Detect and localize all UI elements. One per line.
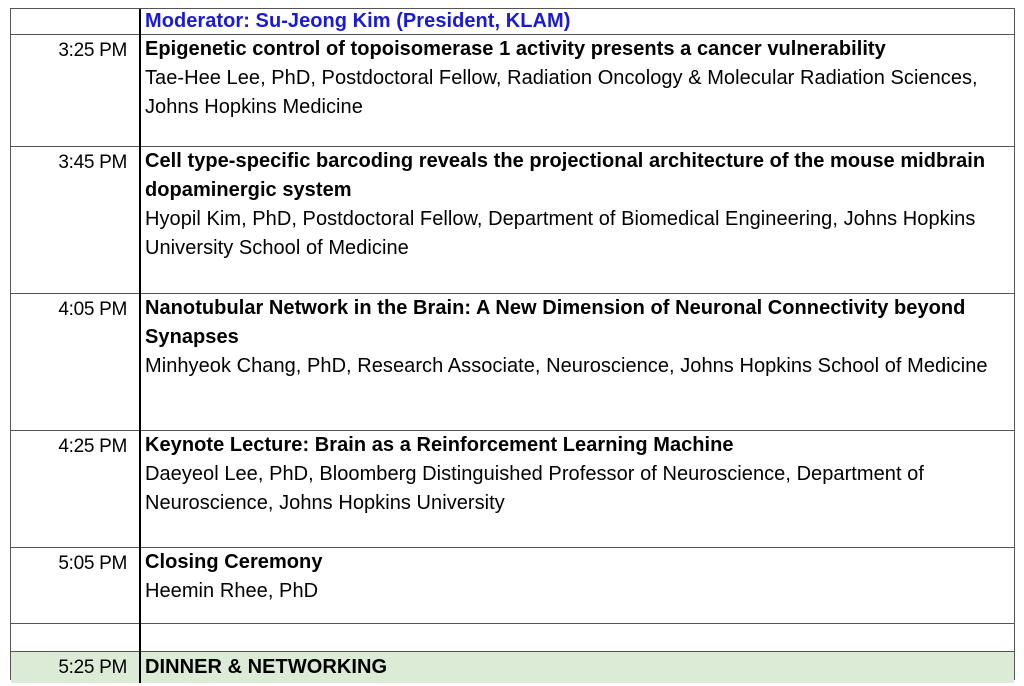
schedule-sheet	[10, 8, 1015, 680]
dinner-time: 5:25 PM	[11, 652, 140, 684]
session-time: 3:45 PM	[11, 147, 140, 294]
session-row	[11, 548, 1014, 624]
session-time: 3:25 PM	[11, 35, 140, 147]
session-time: 5:05 PM	[11, 548, 140, 624]
session-title: Closing Ceremony	[145, 551, 323, 573]
dinner-row	[11, 652, 1014, 684]
session-speaker: Hyopil Kim, PhD, Postdoctoral Fellow, Department of Biomedical Engineering, Johns Hopkins University School of Medicine	[145, 208, 976, 259]
session-title: Epigenetic control of topoisomerase 1 activity presents a cancer vulnerability	[145, 38, 886, 60]
session-speaker: Heemin Rhee, PhD	[145, 580, 319, 602]
content-cell-empty	[140, 624, 1014, 652]
session-speaker: Minhyeok Chang, PhD, Research Associate, Neuroscience, Johns Hopkins School of Medicine	[145, 355, 988, 377]
session-speaker: Daeyeol Lee, PhD, Bloomberg Distinguished Professor of Neuroscience, Department of Neuroscience, Johns Hopkins University	[145, 463, 924, 514]
dinner-label: DINNER & NETWORKING	[140, 652, 1014, 684]
moderator-label: Moderator: Su-Jeong Kim (President, KLAM)	[145, 10, 571, 32]
time-cell-empty	[11, 9, 140, 35]
moderator-row	[11, 9, 1014, 35]
session-title: Cell type-specific barcoding reveals the projectional architecture of the mouse midbrain dopaminergic system	[145, 150, 986, 201]
session-row	[11, 294, 1014, 431]
time-cell-empty	[11, 624, 140, 652]
session-time: 4:05 PM	[11, 294, 140, 431]
session-details	[140, 294, 1014, 431]
session-details	[140, 548, 1014, 624]
session-title: Nanotubular Network in the Brain: A New Dimension of Neuronal Connectivity beyond Synapses	[145, 297, 966, 348]
moderator-cell	[140, 9, 1014, 35]
session-details	[140, 147, 1014, 294]
session-title: Keynote Lecture: Brain as a Reinforcement Learning Machine	[145, 434, 734, 456]
session-details	[140, 431, 1014, 548]
session-row	[11, 431, 1014, 548]
session-speaker: Tae-Hee Lee, PhD, Postdoctoral Fellow, Radiation Oncology & Molecular Radiation Sciences, Johns Hopkins Medicine	[145, 67, 978, 118]
spacer-row	[11, 624, 1014, 652]
session-details	[140, 35, 1014, 147]
session-time: 4:25 PM	[11, 431, 140, 548]
schedule-table	[11, 9, 1014, 683]
session-row	[11, 147, 1014, 294]
session-row	[11, 35, 1014, 147]
